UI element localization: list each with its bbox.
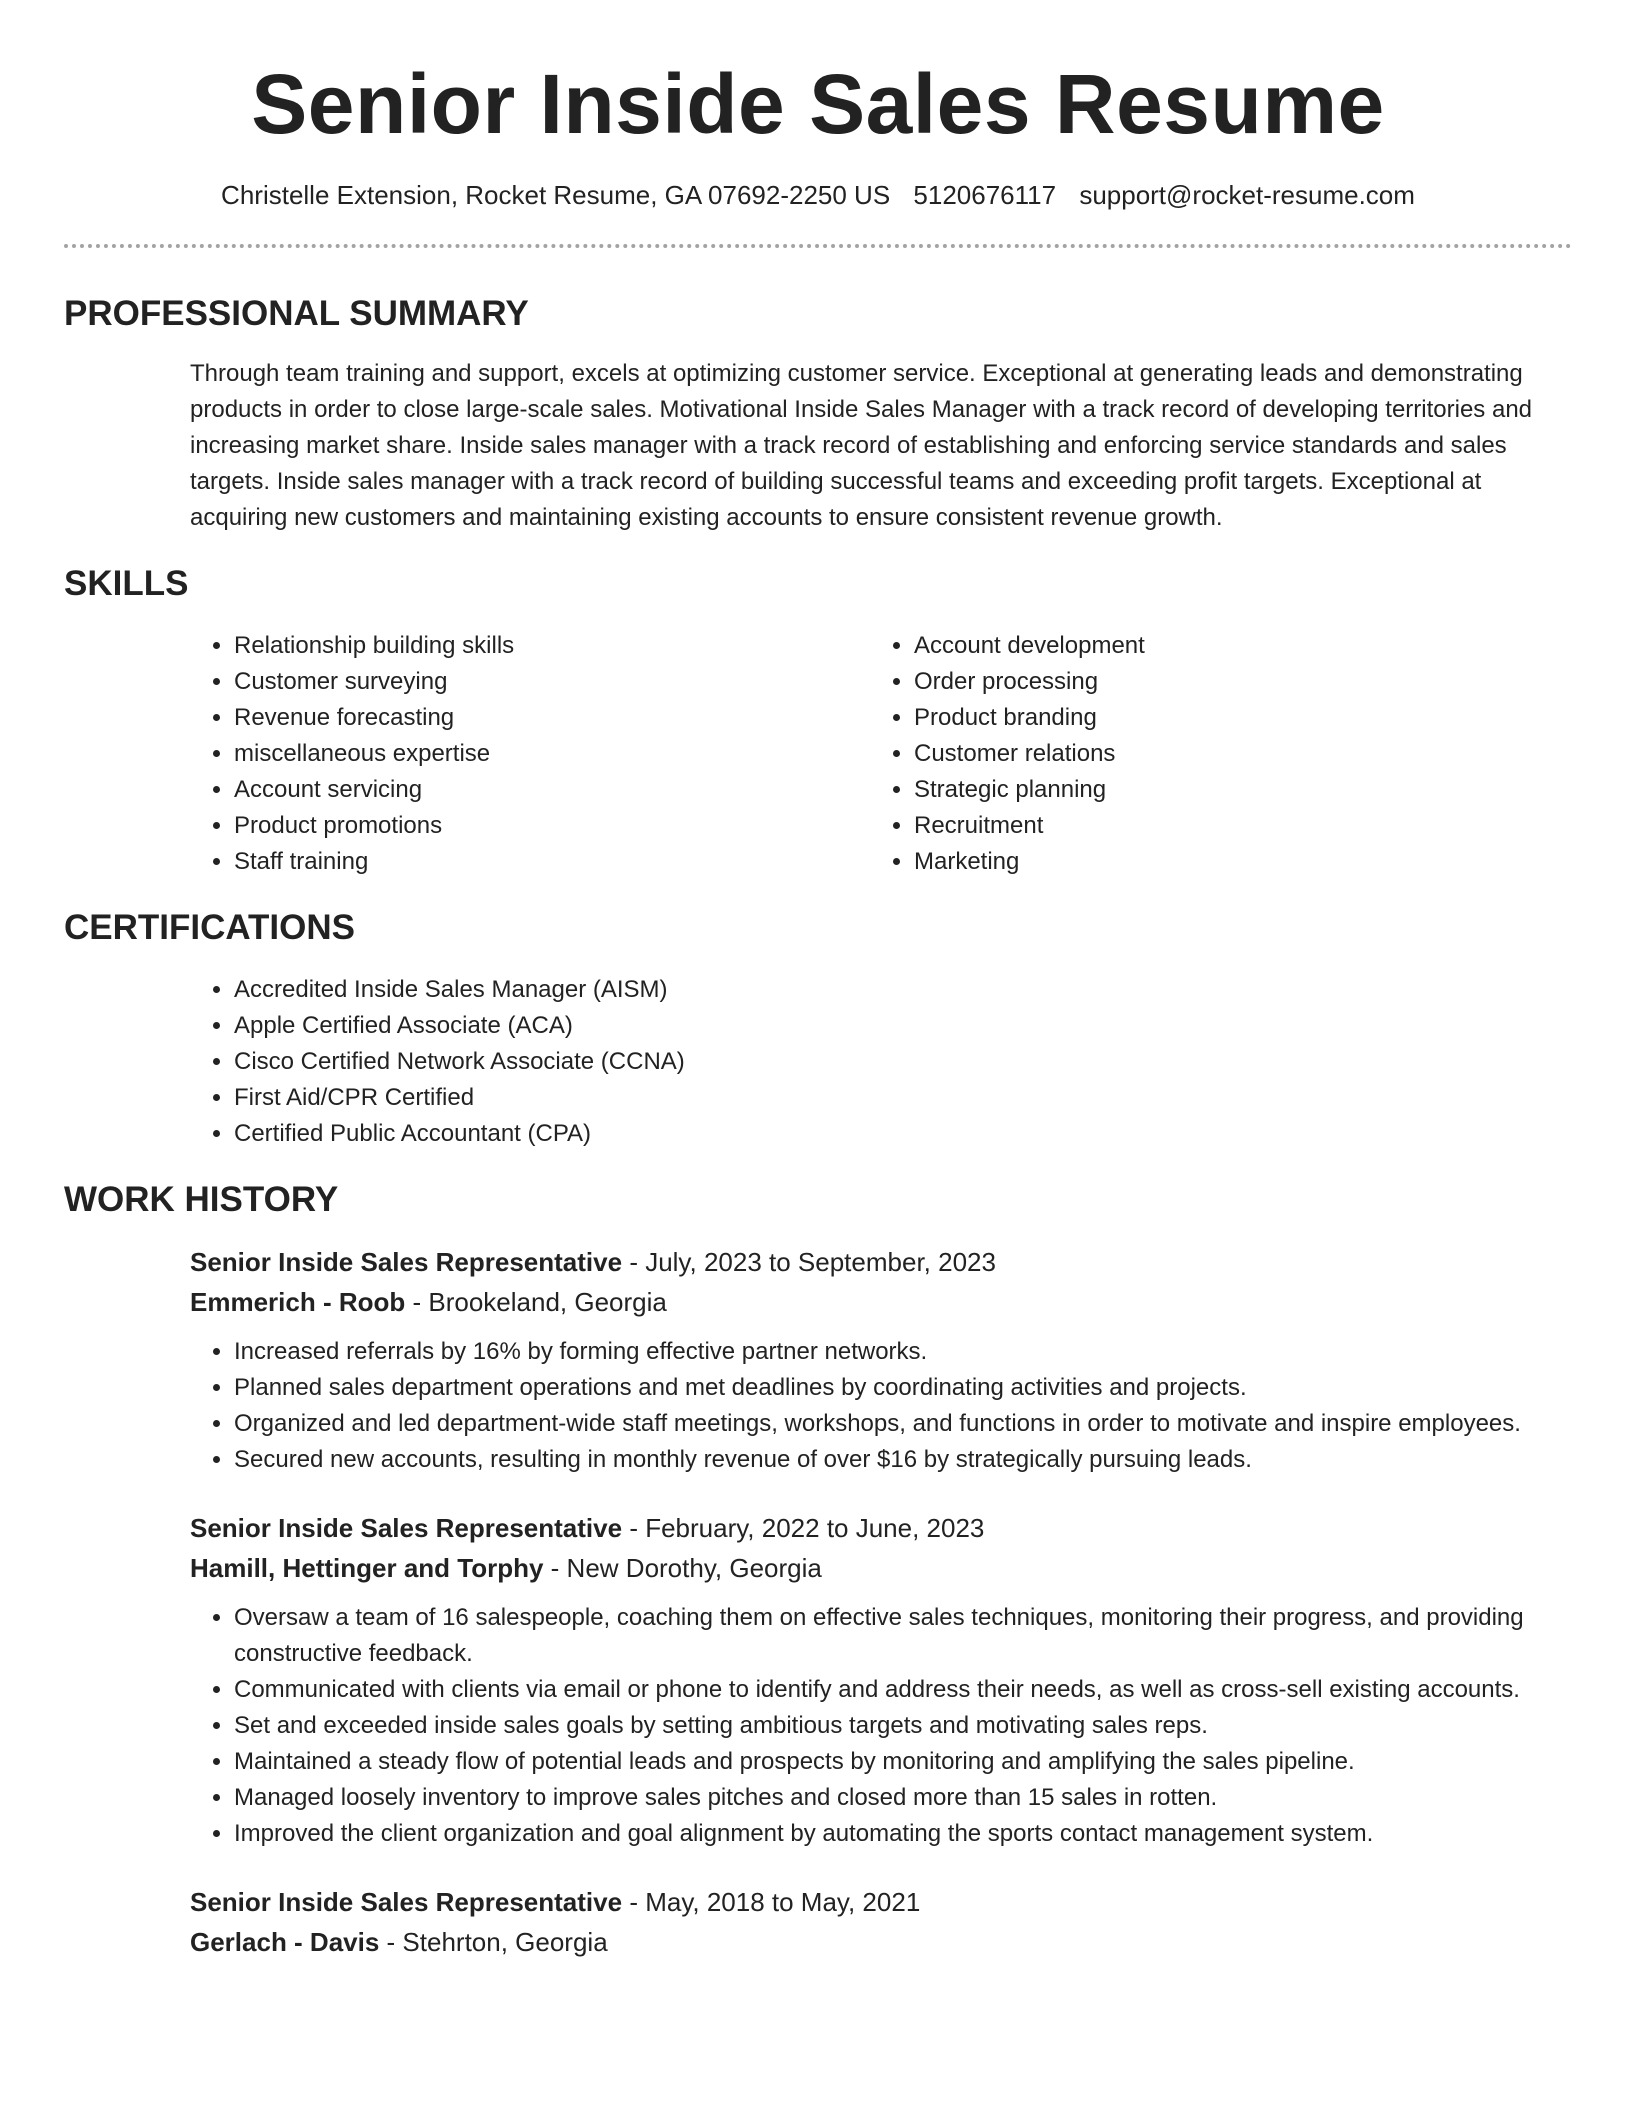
list-item: • Accredited Inside Sales Manager (AISM) <box>234 972 1572 1008</box>
job-title-line <box>190 1242 1572 1282</box>
job-bullets <box>190 1600 1572 1852</box>
job-dates: - February, 2022 to June, 2023 <box>629 1513 985 1543</box>
list-item: • Customer relations <box>914 736 1550 772</box>
list-item: • Set and exceeded inside sales goals by setting ambitious targets and motivating sales reps. <box>234 1708 1572 1744</box>
summary-text: Through team training and support, excels at optimizing customer service. Exceptional at generating leads and demonstrating products in order to close large-scale sales. Motivational Inside Sales Manager with a track record of developing territories and increasing market share. Inside sales manager with a track record of establishing and enforcing service standards and sales targets. Inside sales manager with a track record of building successful teams and exceeding profit targets. Exceptional at acquiring new customers and maintaining existing accounts to ensure consistent revenue growth. <box>190 360 1533 531</box>
job-title-line <box>190 1882 1572 1922</box>
resume-page <box>64 0 1572 1962</box>
section-heading-work-history: WORK HISTORY <box>64 1180 339 1219</box>
job-location: - Stehrton, Georgia <box>386 1927 608 1957</box>
list-item: • Revenue forecasting <box>234 700 870 736</box>
header-divider <box>64 244 1572 248</box>
certifications-section <box>64 906 1572 1152</box>
list-item: • Customer surveying <box>234 664 870 700</box>
section-heading-skills: SKILLS <box>64 564 189 603</box>
list-item: • Maintained a steady flow of potential leads and prospects by monitoring and amplifying the sales pipeline. <box>234 1744 1572 1780</box>
list-item: • Account servicing <box>234 772 870 808</box>
summary-section <box>64 292 1572 536</box>
job-title: Senior Inside Sales Representative <box>190 1247 623 1277</box>
job-company: Gerlach - Davis <box>190 1927 380 1957</box>
list-item: • Apple Certified Associate (ACA) <box>234 1008 1572 1044</box>
job-company: Hamill, Hettinger and Torphy <box>190 1553 544 1583</box>
job-entry <box>190 1882 1572 1962</box>
list-item: • Planned sales department operations and met deadlines by coordinating activities and projects. <box>234 1370 1572 1406</box>
list-item: • Improved the client organization and goal alignment by automating the sports contact management system. <box>234 1816 1572 1852</box>
skills-list-right <box>870 628 1550 880</box>
contact-phone: 5120676117 <box>913 180 1057 210</box>
job-dates: - May, 2018 to May, 2021 <box>629 1887 921 1917</box>
skills-list-left <box>190 628 870 880</box>
section-heading-summary: PROFESSIONAL SUMMARY <box>64 294 529 333</box>
page-title: Senior Inside Sales Resume <box>251 57 1385 151</box>
list-item: • Strategic planning <box>914 772 1550 808</box>
list-item: • Product branding <box>914 700 1550 736</box>
certifications-list <box>190 972 1572 1152</box>
list-item: • Account development <box>914 628 1550 664</box>
list-item: • Recruitment <box>914 808 1550 844</box>
job-bullets <box>190 1334 1572 1478</box>
job-entry <box>190 1508 1572 1852</box>
list-item: • Communicated with clients via email or phone to identify and address their needs, as well as cross-sell existing accounts. <box>234 1672 1572 1708</box>
skills-grid <box>190 628 1572 880</box>
list-item: • miscellaneous expertise <box>234 736 870 772</box>
list-item: • Increased referrals by 16% by forming effective partner networks. <box>234 1334 1572 1370</box>
job-location: - Brookeland, Georgia <box>412 1287 667 1317</box>
list-item: • First Aid/CPR Certified <box>234 1080 1572 1116</box>
contact-line <box>64 178 1572 212</box>
job-title: Senior Inside Sales Representative <box>190 1513 623 1543</box>
list-item: • Staff training <box>234 844 870 880</box>
list-item: • Managed loosely inventory to improve sales pitches and closed more than 15 sales in rotten. <box>234 1780 1572 1816</box>
job-title: Senior Inside Sales Representative <box>190 1887 623 1917</box>
list-item: • Product promotions <box>234 808 870 844</box>
job-dates: - July, 2023 to September, 2023 <box>629 1247 996 1277</box>
job-location: - New Dorothy, Georgia <box>550 1553 822 1583</box>
skills-section <box>64 562 1572 880</box>
job-company-line <box>190 1548 1572 1588</box>
contact-email: support@rocket-resume.com <box>1079 180 1415 210</box>
list-item: • Marketing <box>914 844 1550 880</box>
job-company: Emmerich - Roob <box>190 1287 406 1317</box>
list-item: • Relationship building skills <box>234 628 870 664</box>
job-company-line <box>190 1922 1572 1962</box>
section-heading-certifications: CERTIFICATIONS <box>64 908 356 947</box>
job-title-line <box>190 1508 1572 1548</box>
contact-address: Christelle Extension, Rocket Resume, GA 07692-2250 US <box>221 180 891 210</box>
list-item: • Order processing <box>914 664 1550 700</box>
work-history-section <box>64 1178 1572 1962</box>
list-item: • Certified Public Accountant (CPA) <box>234 1116 1572 1152</box>
list-item: • Cisco Certified Network Associate (CCNA) <box>234 1044 1572 1080</box>
job-company-line <box>190 1282 1572 1322</box>
list-item: • Secured new accounts, resulting in monthly revenue of over $16 by strategically pursuing leads. <box>234 1442 1572 1478</box>
list-item: • Organized and led department-wide staff meetings, workshops, and functions in order to motivate and inspire employees. <box>234 1406 1572 1442</box>
job-entry <box>190 1242 1572 1478</box>
list-item: • Oversaw a team of 16 salespeople, coaching them on effective sales techniques, monitoring their progress, and providing constructive feedback. <box>234 1600 1572 1672</box>
